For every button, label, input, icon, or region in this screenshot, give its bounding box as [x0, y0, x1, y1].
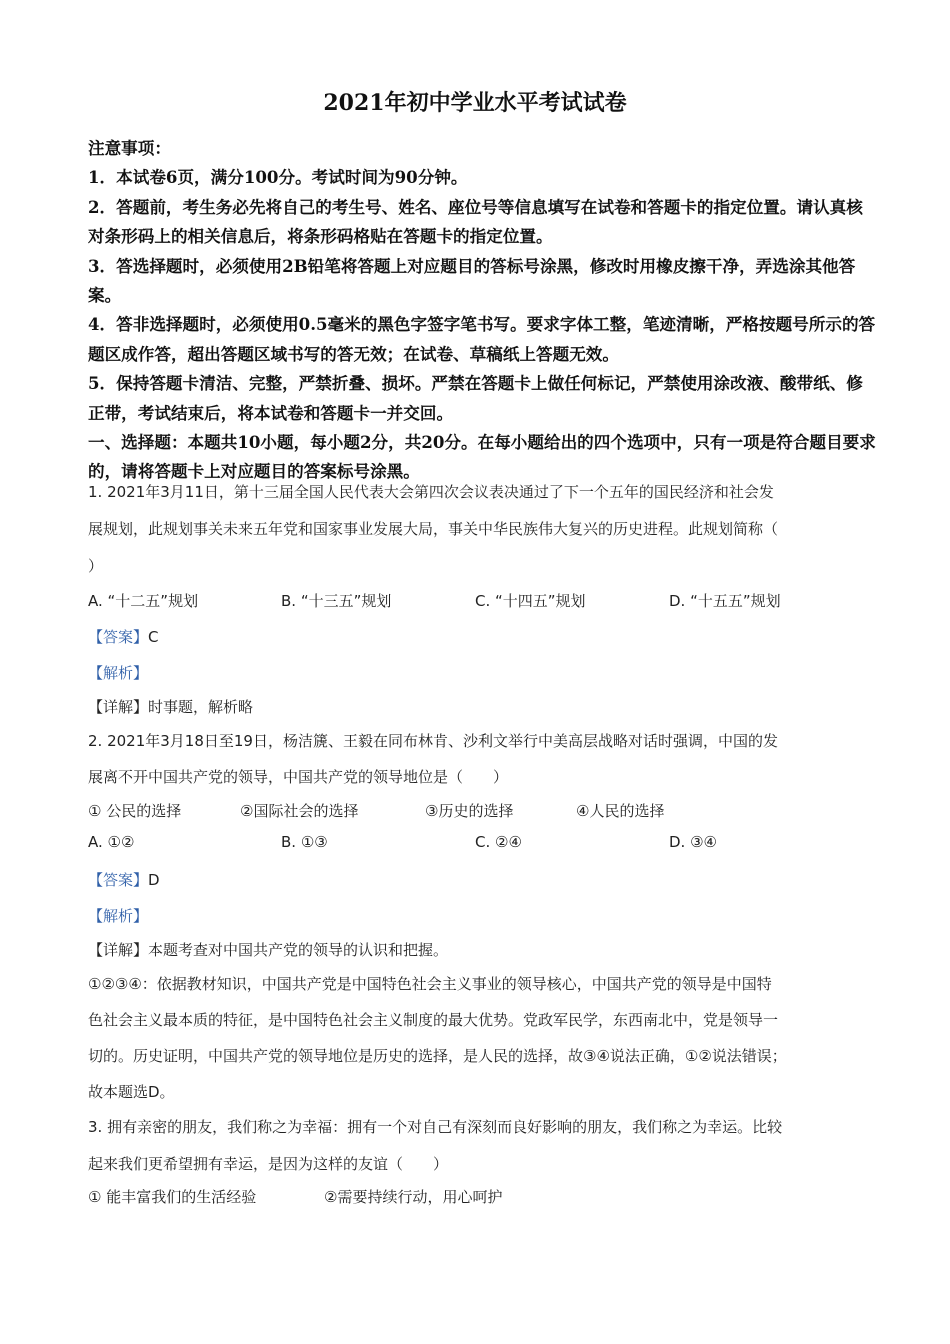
answer-value: C: [148, 628, 159, 646]
page-title: 2021年初中学业水平考试试卷: [323, 90, 627, 116]
q2-stem-line-2: 展离不开中国共产党的领导，中国共产党的领导地位是（ ）: [88, 768, 509, 786]
q3-statement-1: ① 能丰富我们的生活经验: [88, 1188, 257, 1206]
q1-stem-line-1: 1. 2021年3月11日，第十三届全国人民代表大会第四次会议表决通过了下一个五年的国民经济和社会发: [88, 483, 774, 501]
detail-label: 【详解】: [88, 941, 149, 959]
q1-option-d: D. “十五五”规划: [669, 592, 781, 610]
q1-answer: [88, 626, 878, 647]
notes-heading: 注意事项：: [88, 138, 171, 158]
note-item-4: 4．答非选择题时，必须使用0.5毫米的黑色字签字笔书写。要求字体工整，笔迹清晰，严格按题号所示的答题区成作答，超出答题区域书写的答无效；在试卷、草稿纸上答题无效。: [88, 314, 876, 364]
q2-explanation-line-1: ①②③④：依据教材知识，中国共产党是中国特色社会主义事业的领导核心，中国共产党的领导是中国特: [88, 975, 772, 993]
detail-text: 时事题，解析略: [148, 698, 254, 716]
answer-label: 【答案】: [88, 871, 149, 889]
notes-section: [88, 134, 878, 487]
note-item-1: 1．本试卷6页，满分100分。考试时间为90分钟。: [88, 167, 468, 188]
q2-option-a: A. ①②: [88, 833, 135, 851]
q2-explanation-line-2: 色社会主义最本质的特征，是中国特色社会主义制度的最大优势。党政军民学，东西南北中，党是领导一: [88, 1011, 779, 1029]
q2-detail: [88, 939, 878, 960]
q2-explanation-line-4: 故本题选D。: [88, 1083, 175, 1101]
q2-statement-3: ③历史的选择: [425, 802, 514, 820]
q1-option-a: A. “十二五”规划: [88, 592, 199, 610]
q2-statement-1: ① 公民的选择: [88, 802, 182, 820]
q2-stem-line-1: 2. 2021年3月18日至19日，杨洁篪、王毅在同布林肯、沙利文举行中美高层战略对话时强调，中国的发: [88, 732, 778, 750]
q2-option-b: B. ①③: [281, 833, 328, 851]
q2-option-c: C. ②④: [475, 833, 522, 851]
q1-stem-line-2: 展规划，此规划事关未来五年党和国家事业发展大局，事关中华民族伟大复兴的历史进程。此规划简称（: [88, 520, 779, 538]
q1-option-c: C. “十四五”规划: [475, 592, 586, 610]
q2-statement-4: ④人民的选择: [576, 802, 665, 820]
q1-option-b: B. “十三五”规划: [281, 592, 392, 610]
q2-statement-2: ②国际社会的选择: [240, 802, 359, 820]
note-item-5: 5．保持答题卡清洁、完整，严禁折叠、损坏。严禁在答题卡上做任何标记，严禁使用涂改液、酸带纸、修正带，考试结束后，将本试卷和答题卡一并交回。: [88, 373, 863, 423]
q2-option-d: D. ③④: [669, 833, 717, 851]
q3-stem-line-1: 3. 拥有亲密的朋友，我们称之为幸福：拥有一个对自己有深刻而良好影响的朋友，我们称之为幸运。比较: [88, 1118, 783, 1136]
q1-stem-line-3: ）: [88, 557, 104, 575]
q3-statement-2: ②需要持续行动，用心呵护: [324, 1188, 503, 1206]
q3-stem-line-2: 起来我们更希望拥有幸运，是因为这样的友谊（ ）: [88, 1155, 449, 1173]
answer-label: 【答案】: [88, 628, 149, 646]
note-item-3: 3．答选择题时，必须使用2B铅笔将答题上对应题目的答标号涂黑，修改时用橡皮擦干净，弄选涂其他答案。: [88, 255, 856, 306]
detail-label: 【详解】: [88, 698, 149, 716]
q2-explanation-line-3: 切的。历史证明，中国共产党的领导地位是历史的选择，是人民的选择，故③④说法正确，①②说法错误；: [88, 1047, 787, 1065]
section-heading: 一、选择题：本题共10小题，每小题2分，共20分。在每小题给出的四个选项中，只有一项是符合题目要求的，请将答题卡上对应题目的答案标号涂黑。: [88, 432, 876, 482]
q1-analysis-label: 【解析】: [88, 664, 149, 682]
q2-analysis-label: 【解析】: [88, 907, 149, 925]
answer-value: D: [148, 871, 160, 889]
q1-detail: [88, 696, 878, 717]
q2-answer: [88, 869, 878, 890]
detail-text: 本题考查对中国共产党的领导的认识和把握。: [148, 941, 449, 959]
note-item-2: 2．答题前，考生务必先将自己的考生号、姓名、座位号等信息填写在试卷和答题卡的指定位置。请认真核对条形码上的相关信息后，将条形码格贴在答题卡的指定位置。: [88, 196, 863, 247]
